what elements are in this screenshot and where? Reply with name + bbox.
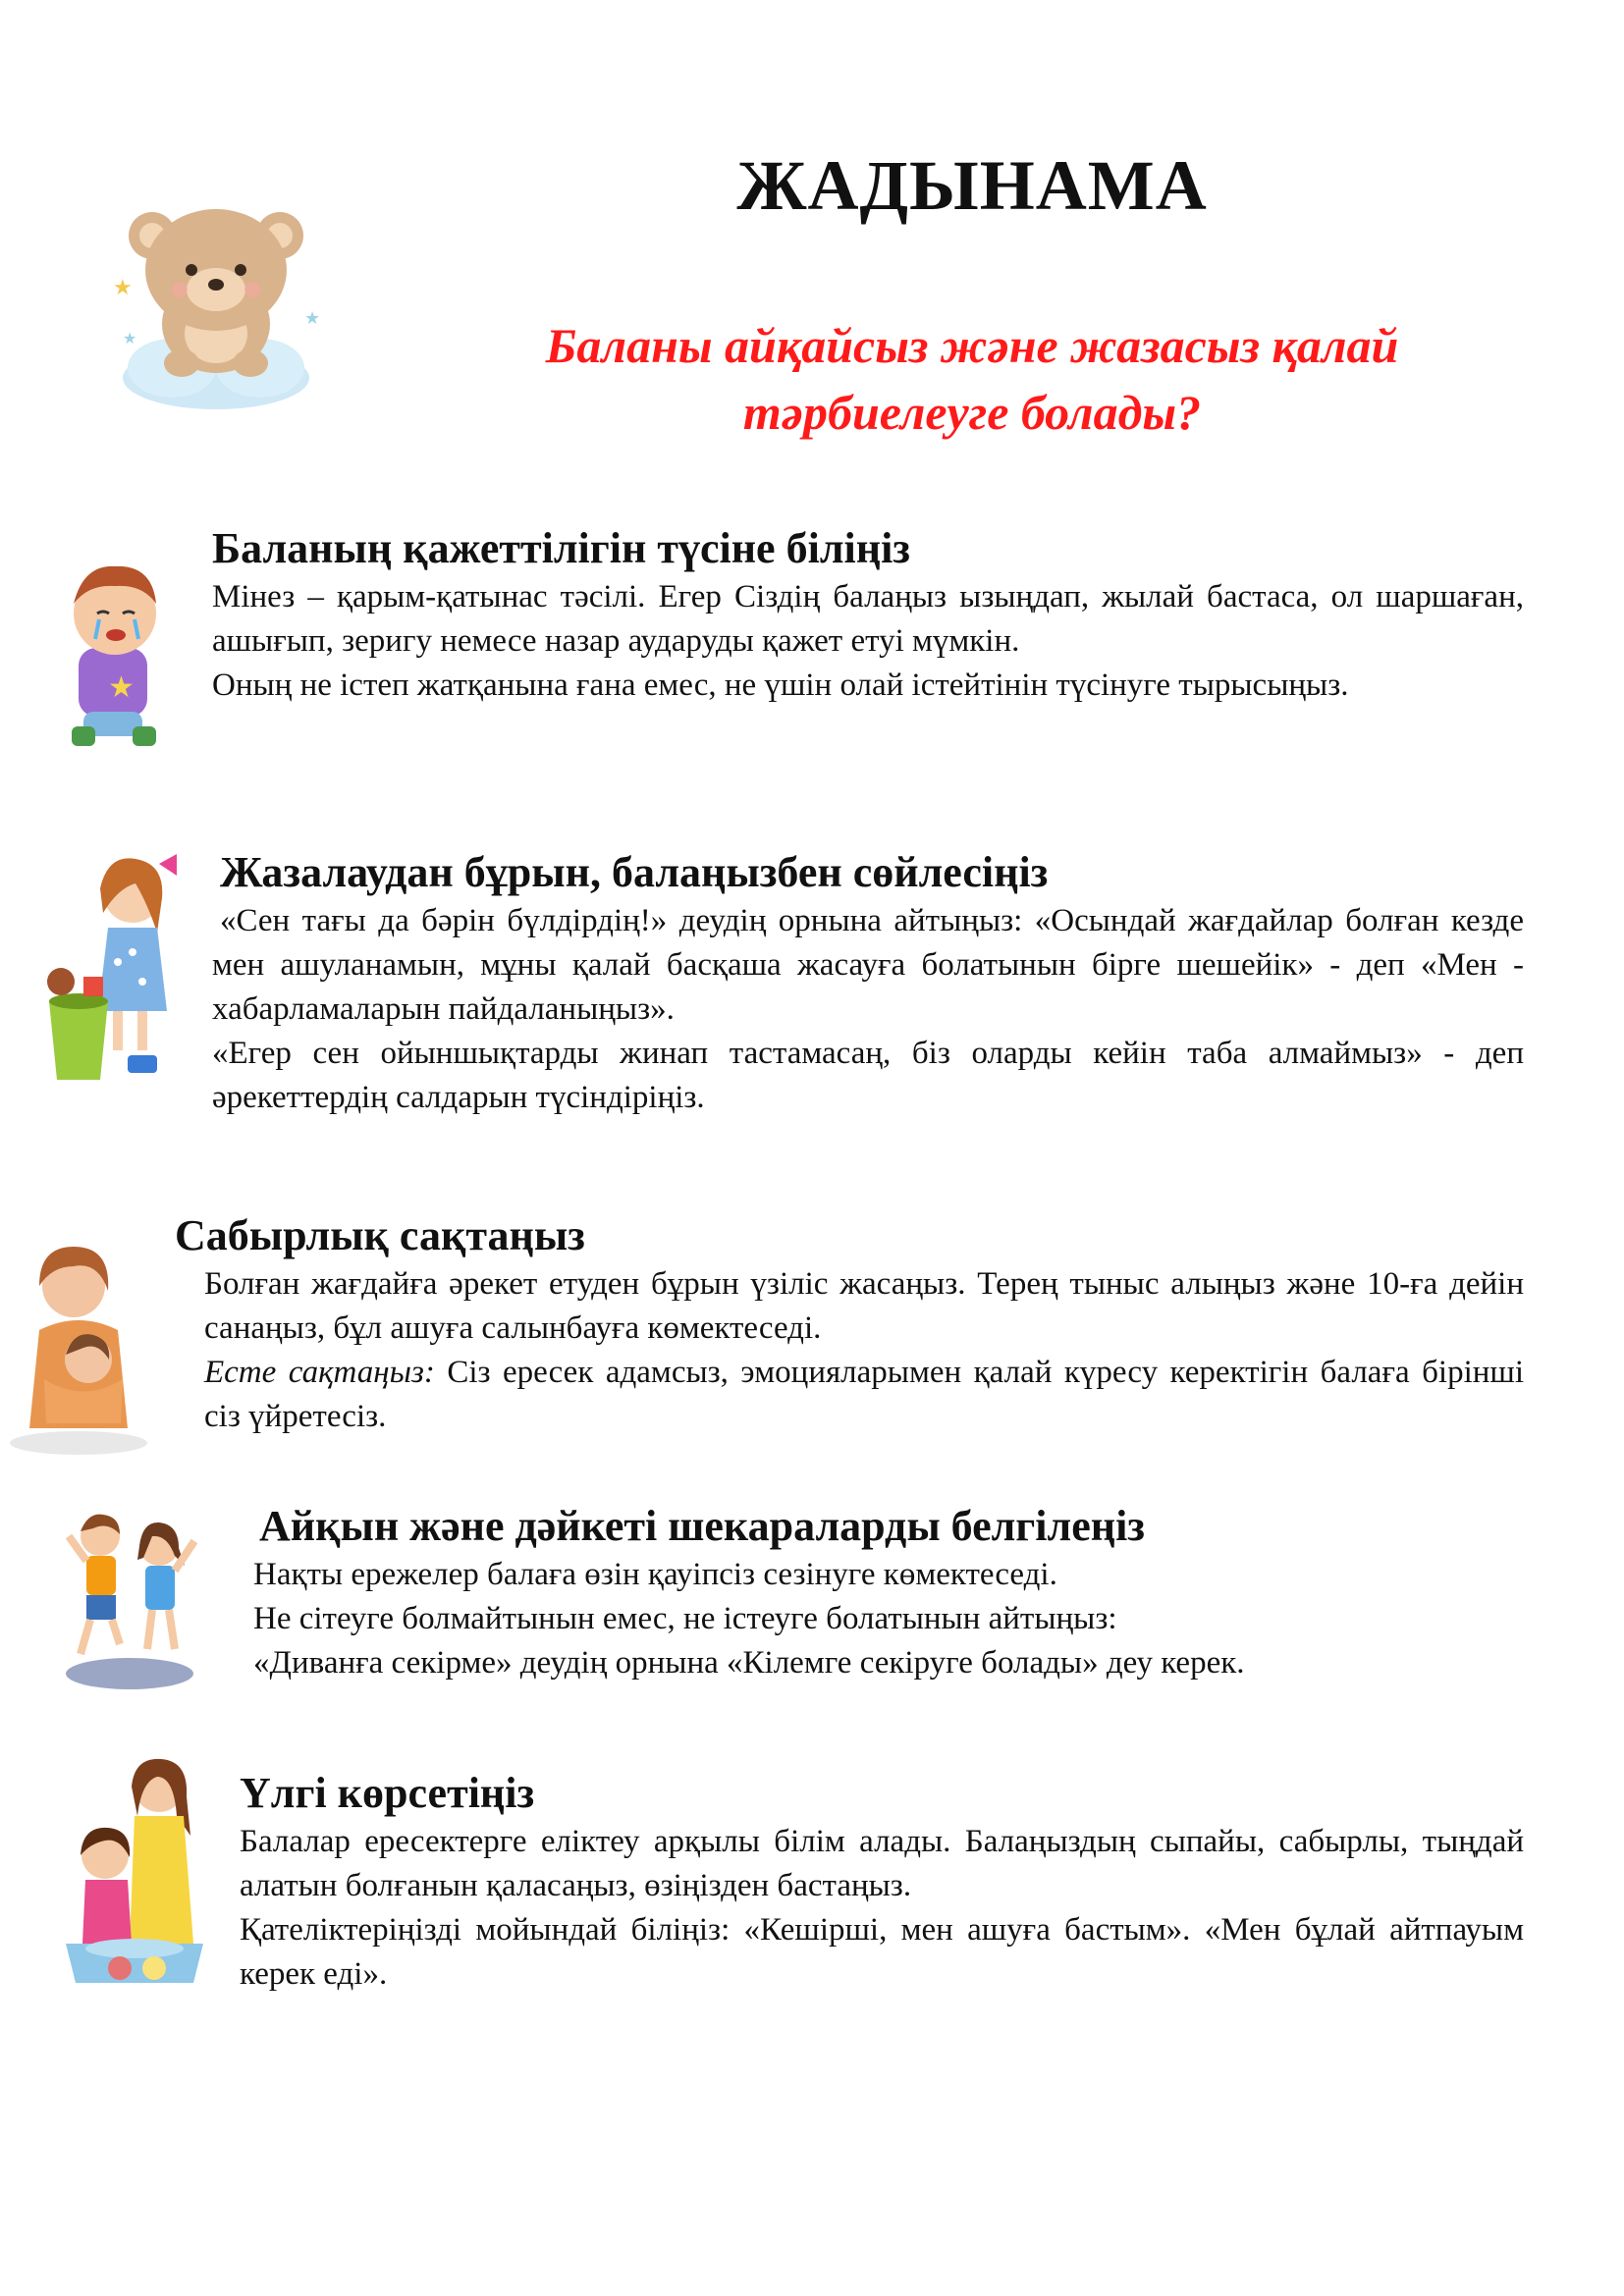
page-title: ЖАДЫНАМА [736,146,1208,225]
section-heading: Сабырлық сақтаңыз [175,1211,585,1259]
section-paragraph: Мінез – қарым-қатынас тәсілі. Егер Сіздің балаңыз ызыңдап, жылай бастаса, ол шаршаған, ашығып, зеригу немесе назар аударуды қажет етуі мүмкін. [212,579,1524,659]
svg-text:★: ★ [108,671,135,704]
svg-text:★: ★ [304,308,321,328]
page-subtitle [432,312,1512,446]
section-paragraph: «Егер сен ойыншықтарды жинап тастамасаң, біз оларды кейін таба алмаймыз» - деп әрекеттердің салдарын түсіндіріңіз. [212,1036,1524,1115]
crying-boy-icon [54,555,182,761]
section-set-example [240,1767,1524,1997]
svg-text:★: ★ [123,331,137,347]
section-paragraph: «Сен тағы да бәрін бүлдірдің!» деудің орнына айтыңыз: «Осындай жағдайлар болған кезде мен ашуланамын, мұны қалай басқаша жасауға болатынын бірге шешейік» - деп «Мен - хабарламаларын пайдаланыңыз». [212,903,1524,1027]
girl-with-toys-icon [39,844,187,1090]
section-paragraph: Қателіктеріңізді мойындай біліңіз: «Кешірші, мен ашуға бастым». «Мен бұлай айтпауым керек еді». [240,1912,1524,1992]
jumping-kids-icon [59,1497,201,1693]
section-stay-calm [175,1209,1524,1439]
section-heading: Айқын және дәйкеті шекараларды белгілеңіз [259,1502,1145,1550]
section-paragraph: Балалар ересектерге еліктеу арқылы білім алады. Балаңыздың сыпайы, сабырлы, тыңдай алатын болғанын қаласаңыз, өзіңізден бастаңыз. [240,1824,1524,1903]
section-line: Нақты ережелер балаға өзін қауіпсіз сезінуге көмектеседі. [253,1557,1057,1592]
mother-hugging-child-icon [5,1232,152,1458]
note-label: Есте сақтаңыз: [204,1355,435,1390]
svg-text:★: ★ [113,275,133,299]
section-paragraph: Оның не істеп жатқанына ғана емес, не үшін олай істейтінін түсінуге тырысыңыз. [212,667,1349,703]
section-talk-before-punishing [212,846,1524,1120]
section-paragraph: Болған жағдайға әрекет етуден бұрын үзіліс жасаңыз. Терең тыныс алыңыз және 10-ға дейін санаңыз, бұл ашуға салынбауға көмектеседі. [204,1266,1524,1346]
note-text: Сіз ересек адамсыз, эмоцияларымен қалай күресу керектігін балаға бірінші сіз үйретесіз. [204,1355,1524,1434]
section-clear-boundaries [253,1500,1524,1685]
mother-and-daughter-washing-dishes-icon [61,1747,208,2002]
section-note [204,1351,1524,1439]
section-understand-needs [212,522,1524,708]
subtitle-line-1: Баланы айқайсыз және жазасыз қалай [545,318,1399,373]
section-line: Не сітеуге болмайтынын емес, не істеуге болатынын айтыңыз: [253,1601,1117,1636]
subtitle-line-2: тәрбиелеуге болады? [742,385,1202,440]
section-heading: Үлгі көрсетіңіз [240,1769,535,1817]
section-heading: Баланың қажеттілігін түсіне біліңіз [212,524,910,572]
section-line: «Диванға секірме» деудің орнына «Кілемге секіруге болады» деу керек. [253,1645,1245,1681]
teddy-bear-icon [93,177,339,422]
section-heading: Жазалаудан бұрын, балаңызбен сөйлесіңіз [220,848,1049,896]
